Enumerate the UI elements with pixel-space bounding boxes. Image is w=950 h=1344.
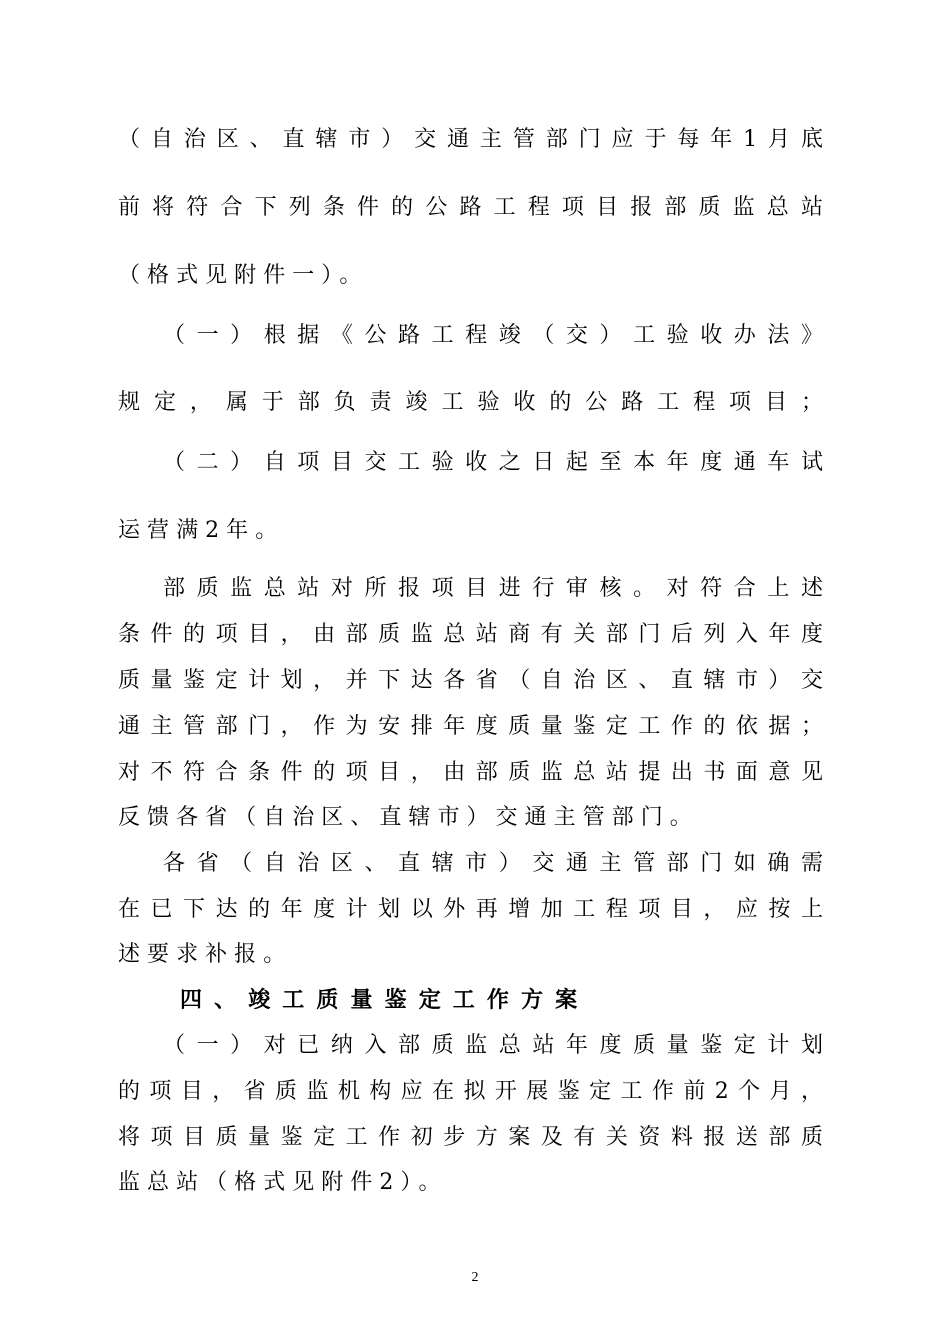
text-line: 各省（自治区、直辖市）交通主管部门如确需: [163, 851, 830, 876]
page-number: 2: [471, 1270, 479, 1285]
text-line: 质量鉴定计划，并下达各省（自治区、直辖市）交: [118, 668, 830, 693]
text-line: 监总站（格式见附件2）。: [118, 1170, 448, 1195]
text-line: 在已下达的年度计划以外再增加工程项目，应按上: [118, 897, 830, 922]
text-line: 前将符合下列条件的公路工程项目报部质监总站: [118, 195, 830, 220]
text-line: 对不符合条件的项目，由部质监总站提出书面意见: [118, 760, 830, 785]
text-line: 运营满2年。: [118, 518, 285, 543]
text-line: 通主管部门，作为安排年度质量鉴定工作的依据；: [118, 714, 830, 739]
text-line: 述要求补报。: [118, 942, 293, 967]
text-line: 将项目质量鉴定工作初步方案及有关资料报送部质: [118, 1125, 830, 1150]
section-heading: 四、竣工质量鉴定工作方案: [180, 987, 590, 1013]
text-line: 的项目，省质监机构应在拟开展鉴定工作前2个月，: [118, 1079, 830, 1104]
text-line: 规定，属于部负责竣工验收的公路工程项目；: [118, 390, 830, 415]
text-line: 部质监总站对所报项目进行审核。对符合上述: [163, 576, 830, 601]
text-line: （自治区、直辖市）交通主管部门应于每年1月底: [118, 127, 830, 152]
text-line: （格式见附件一）。: [118, 263, 369, 288]
text-line: 条件的项目，由部质监总站商有关部门后列入年度: [118, 622, 830, 647]
text-line: 反馈各省（自治区、直辖市）交通主管部门。: [118, 805, 699, 830]
text-line: （二）自项目交工验收之日起至本年度通车试: [163, 450, 830, 475]
text-line: （一）对已纳入部质监总站年度质量鉴定计划: [163, 1033, 830, 1058]
text-line: （一）根据《公路工程竣（交）工验收办法》: [163, 323, 830, 348]
